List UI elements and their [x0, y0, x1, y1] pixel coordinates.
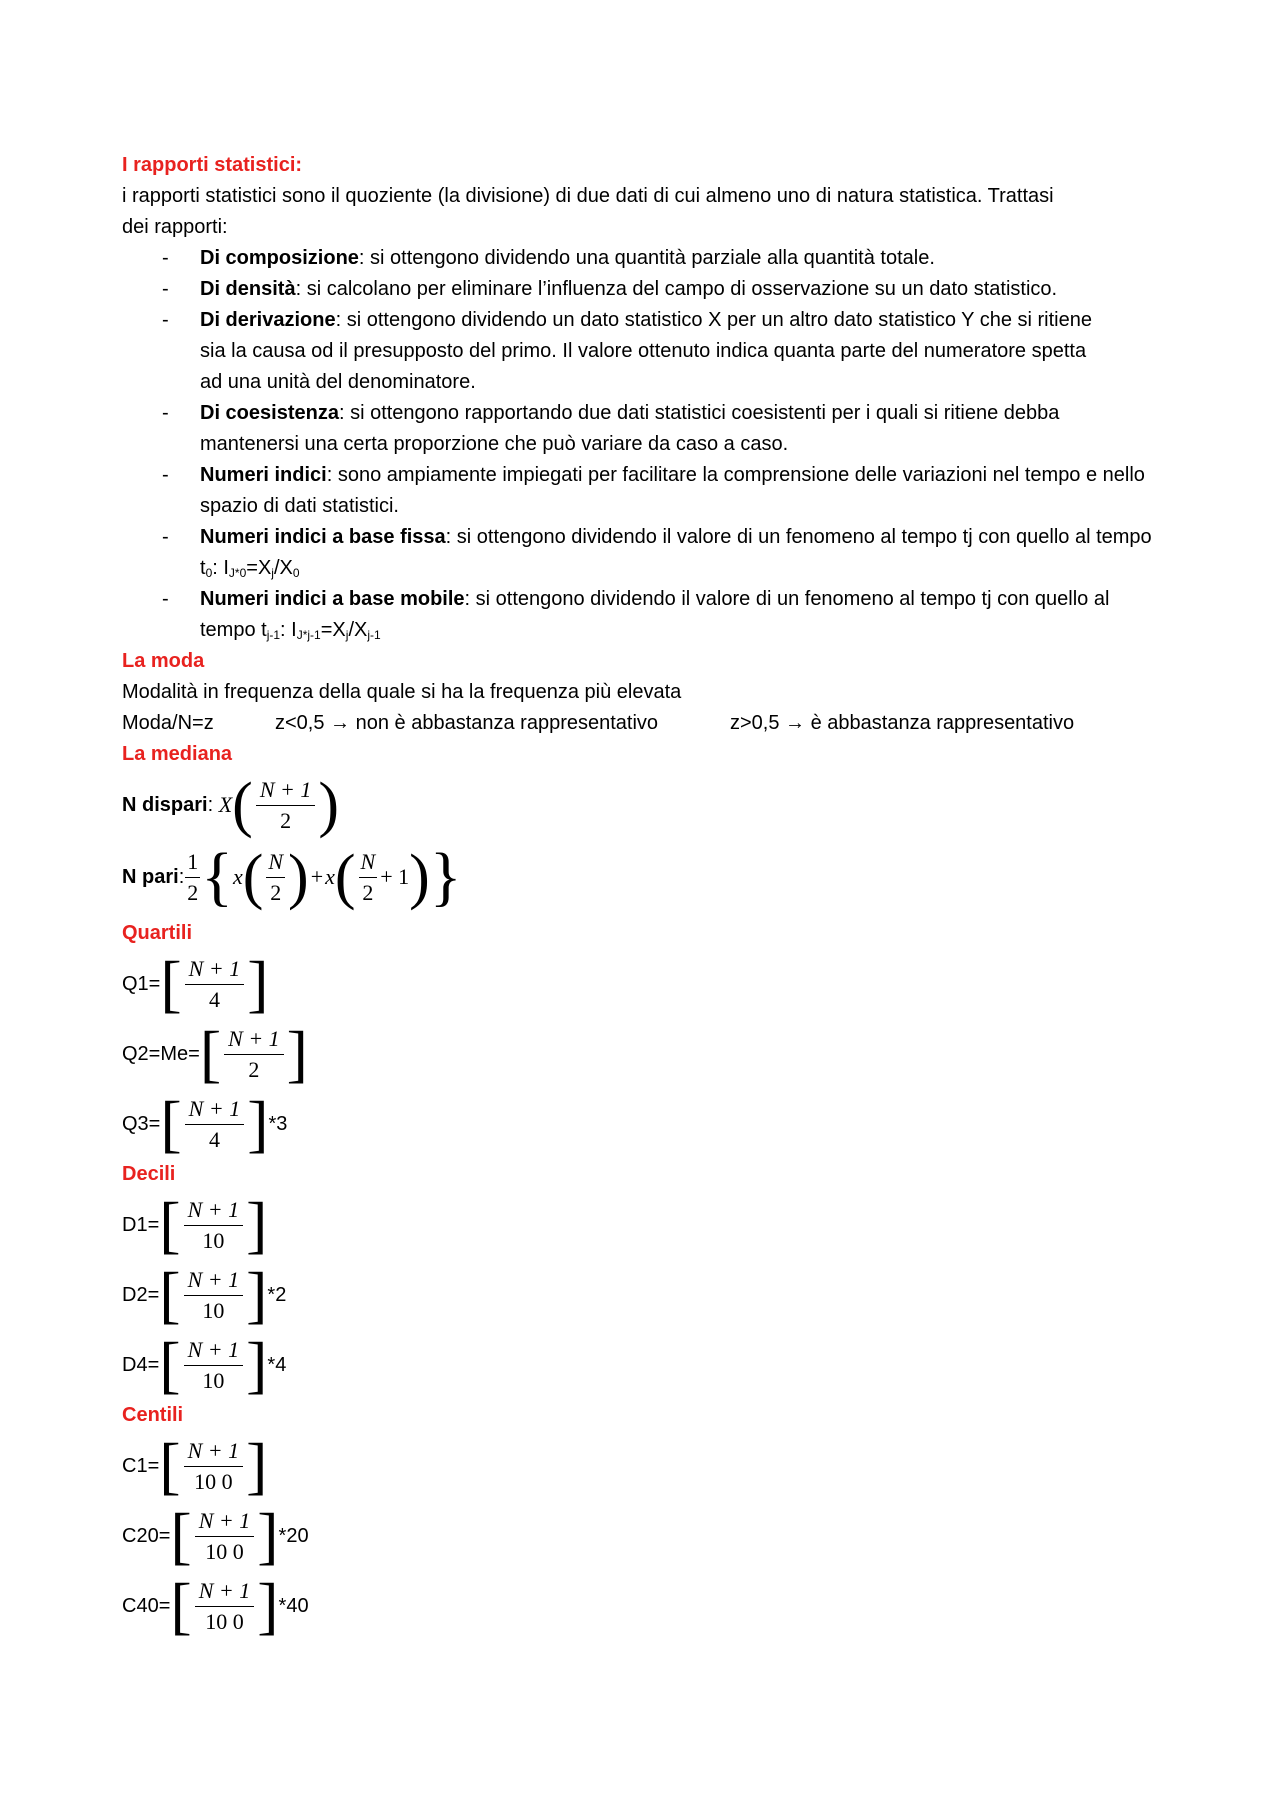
right-bracket: ]: [246, 1259, 268, 1330]
centile-suffix: *20: [278, 1524, 309, 1547]
colon: :: [178, 865, 185, 888]
fraction: [266, 847, 285, 908]
decile-row: [122, 1330, 1172, 1400]
fraction: [184, 1335, 244, 1396]
right-paren: ): [318, 771, 339, 839]
left-brace: {: [201, 840, 233, 913]
moda-description: Modalità in frequenza della quale si ha la frequenza più elevata: [122, 681, 682, 703]
quartile-label: Q3=: [122, 1112, 161, 1135]
centile-label: C1=: [122, 1454, 160, 1477]
left-paren: (: [334, 843, 356, 911]
list-item-term: Di composizione: [200, 247, 359, 269]
list-item-text: : sono ampiamente impiegati per facilitare la comprensione delle variazioni nel tempo e nello spazio di dati statistici.: [200, 464, 1145, 517]
fraction: [224, 1024, 284, 1085]
centile-label: C20=: [122, 1524, 171, 1547]
decile-label: D2=: [122, 1283, 160, 1306]
list-item-term: Di densità: [200, 278, 296, 300]
right-bracket: ]: [247, 1088, 269, 1159]
centile-label: C40=: [122, 1594, 171, 1617]
left-paren: (: [242, 843, 264, 911]
list-dash: -: [162, 278, 169, 300]
fraction-numerator: N + 1: [188, 955, 241, 981]
left-bracket: [: [159, 1259, 181, 1330]
left-paren: (: [232, 771, 253, 839]
fraction-numerator: N + 1: [187, 1196, 240, 1222]
list-item-text: : si ottengono dividendo una quantità parziale alla quantità totale.: [358, 247, 935, 269]
fraction: [184, 1195, 244, 1256]
fraction-denominator: 4: [208, 1126, 220, 1152]
list-item-term: Di coesistenza: [200, 402, 339, 424]
intro-line-2: dei rapporti:: [122, 216, 228, 238]
list-item-term: Numeri indici a base fissa: [200, 526, 446, 548]
fraction-denominator: 10 0: [205, 1608, 244, 1634]
right-brace: }: [429, 840, 462, 913]
right-bracket: ]: [246, 1189, 268, 1260]
moda-formula-row: [122, 708, 1172, 739]
centile-row: [122, 1501, 1172, 1571]
subscript: 0: [205, 566, 213, 580]
section-title-centili: Centili: [122, 1404, 184, 1426]
formula-part: : I: [212, 557, 229, 579]
quartile-label: Q1=: [122, 972, 161, 995]
list-dash: -: [162, 464, 169, 486]
list-dash: -: [162, 247, 169, 269]
right-paren: ): [409, 843, 430, 911]
subscript: J*j-1: [296, 628, 321, 642]
section-title-decili: Decili: [122, 1163, 176, 1185]
mediana-dispari-label: N dispari: [122, 793, 208, 816]
fraction-numerator: N + 1: [187, 1437, 240, 1463]
fraction: [185, 1094, 245, 1155]
fraction-denominator: 2: [270, 879, 282, 905]
centile-suffix: *40: [278, 1594, 309, 1617]
list-item-term: Numeri indici: [200, 464, 327, 486]
fraction-numerator: N + 1: [187, 1336, 240, 1362]
list-dash: -: [162, 309, 169, 331]
list-item: [122, 584, 1172, 646]
right-bracket: ]: [247, 948, 269, 1019]
right-bracket: ]: [257, 1500, 279, 1571]
centile-row: [122, 1571, 1172, 1641]
formula-x: x: [232, 864, 243, 889]
fraction: [256, 775, 316, 836]
left-bracket: [: [159, 1189, 181, 1260]
section-title-moda: La moda: [122, 650, 205, 672]
fraction-denominator: 4: [208, 986, 220, 1012]
quartile-row: [122, 1089, 1172, 1159]
fraction-numerator: N + 1: [198, 1507, 251, 1533]
fraction: [185, 954, 245, 1015]
left-bracket: [: [159, 1430, 181, 1501]
fraction-denominator: 10 0: [194, 1468, 233, 1494]
formula-part: /X: [273, 557, 293, 579]
fraction-denominator: 10: [202, 1367, 225, 1393]
left-bracket: [: [159, 1329, 181, 1400]
fraction-numerator: N: [360, 848, 376, 874]
decile-suffix: *4: [267, 1353, 287, 1376]
fraction-numerator: N + 1: [187, 1266, 240, 1292]
section-title-rapporti: I rapporti statistici:: [122, 154, 303, 176]
fraction-denominator: 10: [202, 1227, 225, 1253]
fraction: [195, 1576, 255, 1637]
right-bracket: ]: [286, 1018, 308, 1089]
moda-formula: Moda/N=z: [122, 712, 214, 734]
mediana-pari-row: [122, 842, 1172, 912]
rapporti-list: [122, 243, 1172, 646]
plus-sign: +: [310, 864, 324, 889]
fraction-numerator: N + 1: [259, 776, 312, 802]
mediana-dispari-row: [122, 770, 1172, 840]
right-bracket: ]: [257, 1570, 279, 1641]
right-bracket: ]: [246, 1329, 268, 1400]
subscript: j: [345, 628, 349, 642]
formula-part: =X: [320, 619, 346, 641]
list-item-term: Di derivazione: [200, 309, 336, 331]
fraction-denominator: 2: [248, 1056, 260, 1082]
fraction-numerator: N: [268, 848, 284, 874]
left-bracket: [: [199, 1018, 222, 1089]
section-title-quartili: Quartili: [122, 922, 193, 944]
fraction: [195, 1506, 255, 1567]
list-dash: -: [162, 588, 169, 610]
left-bracket: [: [170, 1500, 192, 1571]
quartile-row: [122, 949, 1172, 1019]
fraction-numerator: 1: [187, 848, 199, 874]
section-title-mediana: La mediana: [122, 743, 233, 765]
formula-X: X: [218, 792, 233, 817]
list-item: [122, 305, 1172, 398]
list-item: [122, 398, 1172, 460]
right-bracket: ]: [246, 1430, 268, 1501]
left-bracket: [: [160, 948, 182, 1019]
formula-part: =X: [246, 557, 272, 579]
list-item-text: : si ottengono dividendo un dato statistico X per un altro dato statistico Y che si ritiene sia la causa od il presupposto del primo. Il valore ottenuto indica quanta parte del numeratore spetta ad una unità del denominatore.: [200, 309, 1092, 393]
left-bracket: [: [160, 1088, 182, 1159]
list-item: [122, 243, 1172, 274]
fraction-half: [185, 847, 200, 908]
fraction-numerator: N + 1: [188, 1095, 241, 1121]
fraction-denominator: 2: [187, 879, 199, 905]
list-item-term: Numeri indici a base mobile: [200, 588, 465, 610]
decile-row: [122, 1190, 1172, 1260]
subscript: J*0: [228, 566, 247, 580]
decile-suffix: *2: [267, 1283, 287, 1306]
list-item-text: : si ottengono dividendo il valore di un fenomeno al tempo tj con quello al tempo t: [200, 526, 1152, 579]
fraction: [184, 1436, 244, 1497]
list-item-text: : si ottengono rapportando due dati statistici coesistenti per i quali si ritiene debba mantenersi una certa proporzione che può variare da caso a caso.: [200, 402, 1060, 455]
subscript: j-1: [266, 628, 281, 642]
fraction-denominator: 10: [202, 1297, 225, 1323]
formula-part: /X: [348, 619, 368, 641]
list-item: [122, 274, 1172, 305]
plus-one: + 1: [380, 864, 410, 889]
quartile-suffix: *3: [268, 1112, 288, 1135]
colon: :: [207, 793, 219, 816]
list-item-text: : si ottengono dividendo il valore di un fenomeno al tempo tj con quello al tempo t: [200, 588, 1110, 641]
decile-label: D4=: [122, 1353, 160, 1376]
subscript: j: [271, 566, 274, 580]
formula-x: x: [325, 864, 335, 889]
mediana-pari-label: N pari: [122, 865, 179, 888]
document-page: [122, 150, 1172, 1641]
fraction-denominator: 2: [280, 807, 292, 833]
list-item: [122, 522, 1172, 584]
fraction-denominator: 10 0: [205, 1538, 244, 1564]
fraction-numerator: N + 1: [228, 1025, 280, 1051]
list-dash: -: [162, 402, 169, 424]
fraction-numerator: N + 1: [198, 1577, 251, 1603]
left-bracket: [: [170, 1570, 192, 1641]
fraction: [359, 847, 378, 908]
list-item: [122, 460, 1172, 522]
centile-row: [122, 1431, 1172, 1501]
quartile-row: [122, 1019, 1172, 1089]
decile-row: [122, 1260, 1172, 1330]
fraction-denominator: 2: [362, 879, 374, 905]
intro-line-1: i rapporti statistici sono il quoziente (la divisione) di due dati di cui almeno uno di natura statistica. Trattasi: [122, 185, 1054, 207]
formula-part: : I: [280, 619, 297, 641]
right-paren: ): [288, 843, 309, 911]
moda-condition-high: z>0,5 → è abbastanza rappresentativo: [730, 712, 1075, 734]
subscript: j-1: [367, 628, 381, 642]
subscript: 0: [292, 566, 300, 580]
quartile-label: Q2=Me=: [122, 1042, 200, 1065]
list-item-text: : si calcolano per eliminare l’influenza del campo di osservazione su un dato statistico.: [295, 278, 1058, 300]
list-dash: -: [162, 526, 169, 548]
decile-label: D1=: [122, 1213, 160, 1236]
moda-condition-low: z<0,5 → non è abbastanza rappresentativo: [275, 712, 659, 734]
fraction: [184, 1265, 244, 1326]
